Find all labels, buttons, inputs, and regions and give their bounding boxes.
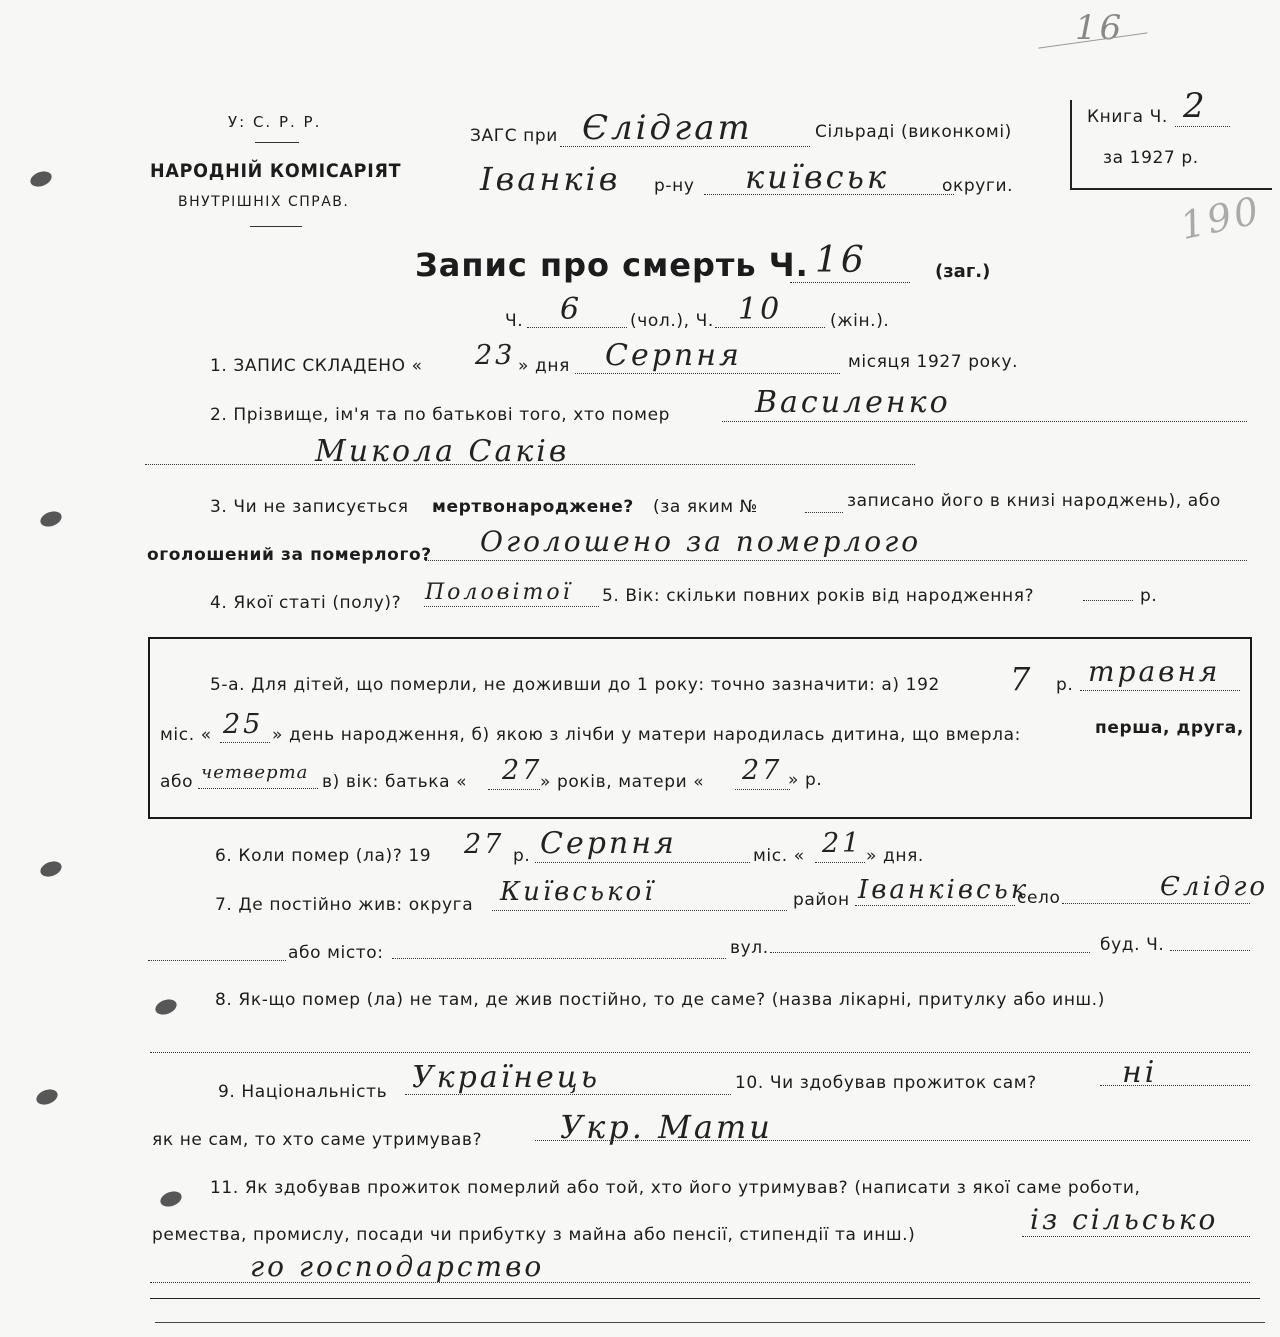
district-label: р-ну: [654, 176, 695, 196]
q7-district: Іванківськ: [858, 875, 1030, 905]
q6-month-line: [535, 862, 750, 863]
q7-city-line: [392, 958, 726, 959]
q1-month-line: [575, 373, 840, 374]
q5-unit: р.: [1140, 586, 1158, 606]
bottom-rule: [150, 1298, 1260, 1299]
q11-answer-a: із сільсько: [1030, 1203, 1219, 1236]
q3-label-a: 3. Чи не записується: [210, 497, 409, 517]
q5a-line3-end: » р.: [788, 770, 823, 790]
book-number-line: [1175, 126, 1230, 127]
q6-day: 21: [822, 828, 863, 859]
q7-street-line: [770, 952, 1090, 953]
q9-answer: Українець: [412, 1060, 601, 1095]
record-total-label: (заг.): [935, 261, 991, 282]
q7-okrug-line: [492, 910, 787, 911]
department-label: ВНУТРІШНІХ СПРАВ.: [178, 194, 350, 210]
punch-hole: [34, 1087, 59, 1108]
q1-day: 23: [475, 340, 516, 371]
q7-house-line: [1170, 950, 1250, 951]
divider: [250, 226, 302, 227]
q3-answer: Оголошено за померлого: [480, 525, 922, 558]
q11-answer-b-line: [150, 1282, 1250, 1283]
council-label: Сільраді (виконкомі): [815, 122, 1012, 142]
q5a-year-unit: р.: [1056, 675, 1074, 695]
q6-year-unit: р.: [513, 846, 531, 866]
q3-label-d: оголошений за померлого?: [147, 545, 432, 565]
q2-name-line: [145, 464, 915, 465]
q11-answer-b: го господарство: [250, 1250, 545, 1283]
supported-label: як не сам, то хто саме утримував?: [152, 1130, 483, 1150]
q4-answer-line: [424, 606, 599, 607]
q6-label: 6. Коли помер (ла)? 19: [215, 846, 432, 866]
zags-place: Єлідгат: [582, 108, 753, 148]
q5a-order: четверта: [201, 762, 309, 783]
q5-label: 5. Вік: скільки повних років від народження?: [602, 586, 1035, 606]
q2-surname-line: [722, 421, 1247, 422]
record-number: 16: [815, 240, 867, 281]
q4-answer: Половітої: [425, 580, 573, 605]
q1-month: Серпня: [605, 338, 742, 373]
q8-label: 8. Як-що помер (ла) не там, де жив постійно, то де саме? (назва лікарні, притулку або инш.): [215, 990, 1105, 1010]
q6-year: 27: [464, 829, 505, 860]
q7-village: Єлідго: [1160, 872, 1269, 902]
record-number-line: [790, 282, 910, 283]
q5a-mother-age-line: [735, 789, 790, 790]
q7-village-label: село: [1017, 888, 1061, 908]
q5a-year-digit: 7: [1010, 660, 1034, 698]
q5a-father-age: 27: [502, 755, 543, 786]
q7-district-label: район: [793, 890, 850, 910]
q5a-order-line: [198, 788, 318, 789]
okrug-label: округи.: [942, 176, 1014, 196]
q3-label-c: записано його в книзі народжень), або: [847, 491, 1221, 511]
supported-answer: Укр. Мати: [560, 1108, 773, 1146]
side-number: 190: [1176, 188, 1266, 248]
male-label: (чол.), Ч.: [630, 311, 714, 331]
female-label: (жін.).: [830, 311, 890, 331]
q2-name: Микола Саків: [315, 434, 570, 469]
bottom-rule-2: [155, 1322, 1265, 1323]
punch-hole: [38, 859, 63, 880]
male-count-line: [527, 327, 627, 328]
punch-hole: [153, 997, 178, 1018]
okrug-value: київськ: [745, 158, 890, 196]
book-number: 2: [1183, 86, 1208, 126]
okrug-line: [704, 194, 954, 195]
q5a-line2-bold: перша, друга,: [1095, 718, 1244, 738]
male-count: 6: [560, 292, 583, 327]
commissariat-label: НАРОДНІЙ КОМІСАРІЯТ: [150, 160, 402, 182]
q5a-line2-text: » день народження, б) якою з лічби у матери народилась дитина, що вмерла:: [272, 725, 1021, 745]
q5a-line2-prefix: міс. «: [160, 725, 212, 745]
q7-okrug: Київської: [500, 877, 656, 907]
republic-label: У: С. Р. Р.: [228, 113, 322, 131]
q3-label-bold: мертвонароджене?: [432, 497, 634, 517]
q6-month: Серпня: [540, 826, 677, 861]
q2-surname: Василенко: [755, 385, 951, 420]
q5a-month: травня: [1088, 655, 1221, 688]
q5a-line3-prefix: або: [160, 772, 194, 792]
q10-answer: ні: [1122, 1055, 1158, 1090]
district-value: Іванків: [480, 160, 621, 198]
female-count: 10: [738, 292, 783, 327]
q7-label: 7. Де постійно жив: округа: [215, 895, 474, 915]
q5-answer-line: [1083, 600, 1133, 601]
q6-mid: міс. «: [753, 846, 805, 866]
q6-day-line: [815, 862, 865, 863]
q7-street-label: вул.: [730, 938, 769, 958]
q7-district-line: [855, 905, 1015, 906]
q7-house-label: буд. Ч.: [1100, 935, 1165, 955]
q11-line1: 11. Як здобував прожиток померлий або той, хто його утримував? (написати з якої саме роботи,: [210, 1178, 1141, 1198]
q7-pre-city-line: [148, 960, 286, 961]
q1-suffix: місяця 1927 року.: [848, 352, 1019, 372]
q6-suffix: » дня.: [866, 846, 924, 866]
q3-number-line: [805, 512, 843, 513]
q9-answer-line: [405, 1094, 731, 1095]
female-count-line: [715, 327, 825, 328]
supported-answer-line: [535, 1140, 1250, 1141]
q5a-day: 25: [223, 709, 264, 740]
zags-place-line: [560, 146, 810, 147]
q8-answer-line: [150, 1052, 1250, 1053]
punch-hole: [158, 1189, 183, 1210]
q1-mid: » дня: [518, 356, 570, 376]
q3-answer-line: [425, 560, 1247, 561]
q3-label-b: (за яким №: [653, 497, 758, 517]
q4-label: 4. Якої статі (полу)?: [210, 593, 402, 613]
divider: [255, 142, 299, 143]
q7-city-label: або місто:: [288, 943, 384, 963]
q7-village-line: [1062, 903, 1250, 904]
book-label: Книга Ч.: [1087, 107, 1168, 127]
archive-mark: 16: [1075, 8, 1125, 48]
q5a-line1: 5-а. Для дітей, що померли, не доживши до 1 року: точно зазначити: а) 192: [210, 675, 940, 695]
q5a-month-line: [1080, 690, 1240, 691]
zags-label: ЗАГС при: [470, 126, 558, 146]
q1-label: 1. ЗАПИС СКЛАДЕНО «: [210, 356, 423, 376]
q5a-day-line: [220, 742, 270, 743]
q9-label: 9. Національність: [218, 1082, 388, 1102]
q2-label: 2. Прізвище, ім'я та по батькові того, хто помер: [210, 405, 671, 425]
ch-label: Ч.: [505, 311, 524, 331]
record-title: Запис про смерть Ч.: [415, 246, 809, 284]
punch-hole: [28, 169, 53, 190]
q11-line2: ремества, промислу, посади чи прибутку з майна або пенсії, стипендії та инш.): [152, 1225, 916, 1245]
q10-answer-line: [1100, 1085, 1250, 1086]
book-year: за 1927 р.: [1103, 148, 1199, 168]
punch-hole: [38, 509, 63, 530]
q5a-mother-age: 27: [742, 755, 783, 786]
q5a-father-age-line: [488, 789, 540, 790]
q10-label: 10. Чи здобував прожиток сам?: [735, 1073, 1037, 1093]
q5a-line3-text: в) вік: батька «: [322, 772, 468, 792]
q5a-line3-mid: » років, матери «: [540, 772, 705, 792]
q11-answer-a-line: [1022, 1236, 1250, 1237]
